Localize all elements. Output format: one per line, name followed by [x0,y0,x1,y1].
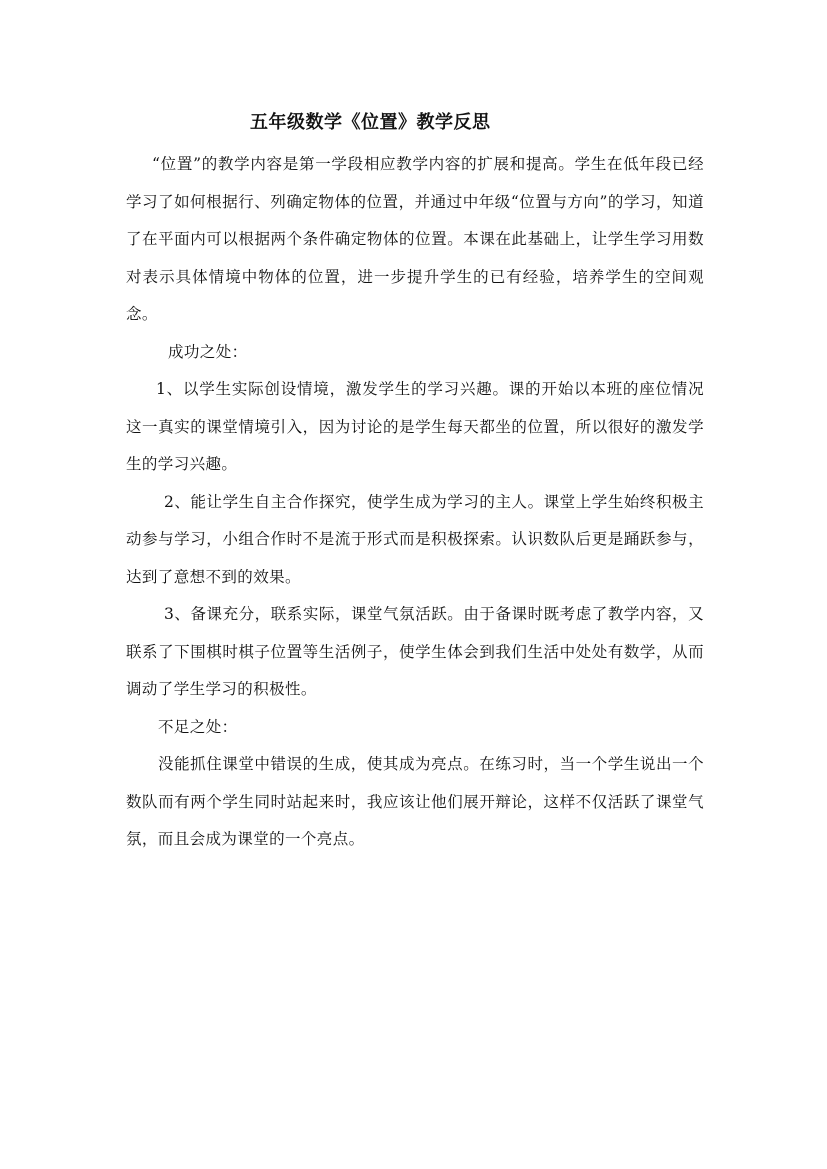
success-point-1: 1、以学生实际创设情境，激发学生的学习兴趣。课的开始以本班的座位情况这一真实的课堂情境引入，因为讨论的是学生每天都坐的位置，所以很好的激发学生的学习兴趣。 [126,380,704,473]
document-title: 五年级数学《位置》教学反思 [250,112,491,133]
intro-paragraph: “位置”的教学内容是第一学段相应教学内容的扩展和提高。学生在低年段已经学习了如何根据行、列确定物体的位置，并通过中年级“位置与方向”的学习，知道了在平面内可以根据两个条件确定物体的位置。本课在此基础上，让学生学习用数对表示具体情境中物体的位置，进一步提升学生的已有经验，培养学生的空间观念。 [126,155,704,323]
shortcoming-paragraph: 没能抓住课堂中错误的生成，使其成为亮点。在练习时，当一个学生说出一个数队而有两个学生同时站起来时，我应该让他们展开辩论，这样不仅活跃了课堂气氛，而且会成为课堂的一个亮点。 [126,755,704,848]
document-body [126,146,704,859]
success-heading: 成功之处： [168,342,248,361]
success-point-2: 2、能让学生自主合作探究，使学生成为学习的主人。课堂上学生始终积极主动参与学习，小组合作时不是流于形式而是积极探索。认识数队后更是踊跃参与，达到了意想不到的效果。 [126,492,704,586]
shortcoming-heading: 不足之处： [158,717,238,736]
success-point-3: 3、备课充分，联系实际，课堂气氛活跃。由于备课时既考虑了教学内容，又联系了下围棋时棋子位置等生活例子，使学生体会到我们生活中处处有数学，从而调动了学生学习的积极性。 [126,605,704,698]
